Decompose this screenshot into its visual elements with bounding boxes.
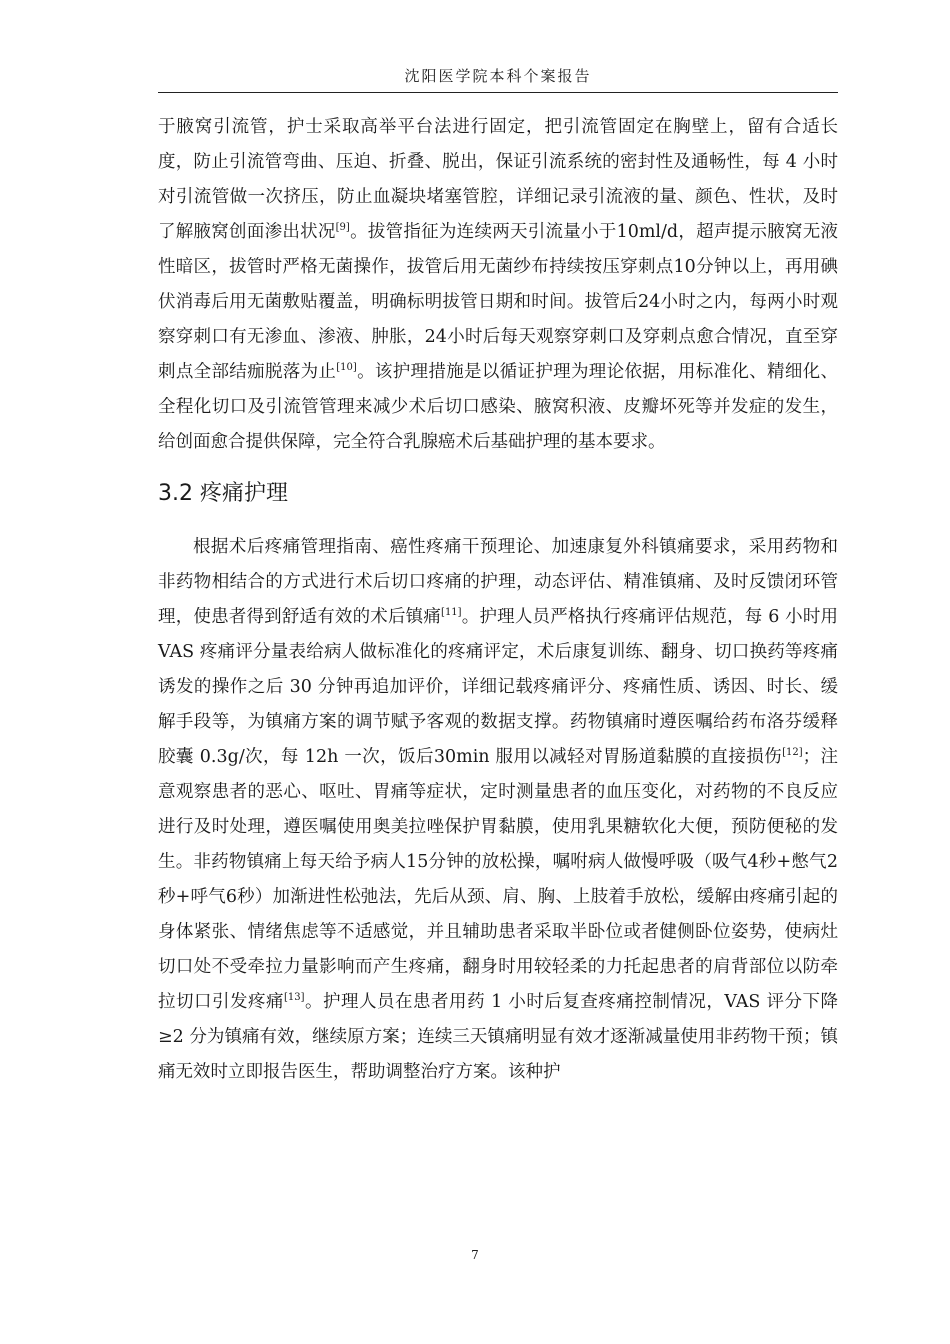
document-body bbox=[158, 110, 838, 1090]
text-segment: 。拔管指征为连续两天引流量小于10ml/d，超声提示腋窝无液性暗区，拔管时严格无菌操作，拔管后用无菌纱布持续按压穿刺点10分钟以上，再用碘伏消毒后用无菌敷贴覆盖，明确标明拔管日期和时间。拔管后24小时之内，每两小时观察穿刺口有无渗血、渗液、肿胀，24小时后每天观察穿刺口及穿刺点愈合情况，直至穿刺点全部结痂脱落为止 bbox=[158, 222, 839, 382]
text-segment: ；注意观察患者的恶心、呕吐、胃痛等症状，定时测量患者的血压变化，对药物的不良反应进行及时处理，遵医嘱使用奥美拉唑保护胃黏膜，使用乳果糖软化大便，预防便秘的发生。非药物镇痛上每天给予病人15分钟的放松操，嘱咐病人做慢呼吸（吸气4秒+憋气2秒+呼气6秒）加渐进性松弛法，先后从颈、肩、胸、上肢着手放松，缓解由疼痛引起的身体紧张、情绪焦虑等不适感觉，并且辅助患者采取半卧位或者健侧卧位姿势，使病灶切口处不受牵拉力量影响而产生疼痛，翻身时用较轻柔的力托起患者的肩背部位以防牵拉切口引发疼痛 bbox=[158, 747, 839, 1012]
text-segment: 。护理人员严格执行疼痛评估规范，每 6 小时用 VAS 疼痛评分量表给病人做标准化的疼痛评定，术后康复训练、翻身、切口换药等疼痛诱发的操作之后 30 分钟再追加评价，详细记载疼痛评分、疼痛性质、诱因、时长、缓解手段等，为镇痛方案的调节赋予客观的数据支撑。药物镇痛时遵医嘱给药布洛芬缓释胶囊 0.3g/次，每 12h 一次，饭后30min 服用以减轻对胃肠道黏膜的直接损伤 bbox=[158, 607, 839, 767]
section-heading: 3.2 疼痛护理 bbox=[158, 481, 288, 506]
citation: [9] bbox=[335, 222, 350, 234]
header-title: 沈阳医学院本科个案报告 bbox=[404, 67, 592, 85]
text-segment: 。护理人员在患者用药 1 小时后复查疼痛控制情况，VAS 评分下降≥2 分为镇痛有效，继续原方案；连续三天镇痛明显有效才逐渐减量使用非药物干预；镇痛无效时立即报告医生，帮助调整治疗方案。该种护 bbox=[158, 992, 838, 1082]
page-header bbox=[158, 56, 838, 93]
citation: [13] bbox=[284, 992, 305, 1004]
text-segment: 根据术后疼痛管理指南、癌性疼痛干预理论、加速康复外科镇痛要求，采用药物和非药物相结合的方式进行术后切口疼痛的护理，动态评估、精准镇痛、及时反馈闭环管理，使患者得到舒适有效的术后镇痛 bbox=[158, 537, 838, 627]
text-segment: 。该护理措施是以循证护理为理论依据，用标准化、精细化、全程化切口及引流管管理来减少术后切口感染、腋窝积液、皮瓣坏死等并发症的发生，给创面愈合提供保障，完全符合乳腺癌术后基础护理的基本要求。 bbox=[158, 362, 838, 452]
paragraph-pain-nursing bbox=[158, 530, 838, 1090]
text-segment: 于腋窝引流管，护士采取高举平台法进行固定，把引流管固定在胸壁上，留有合适长度，防止引流管弯曲、压迫、折叠、脱出，保证引流系统的密封性及通畅性，每 4 小时对引流管做一次挤压，防止血凝块堵塞管腔，详细记录引流液的量、颜色、性状，及时了解腋窝创面渗出状况 bbox=[158, 117, 838, 242]
citation: [11] bbox=[441, 607, 462, 619]
paragraph-incision-drainage bbox=[158, 110, 838, 460]
page-number: 7 bbox=[471, 1248, 479, 1262]
citation: [12] bbox=[782, 747, 803, 759]
citation: [10] bbox=[336, 362, 357, 374]
